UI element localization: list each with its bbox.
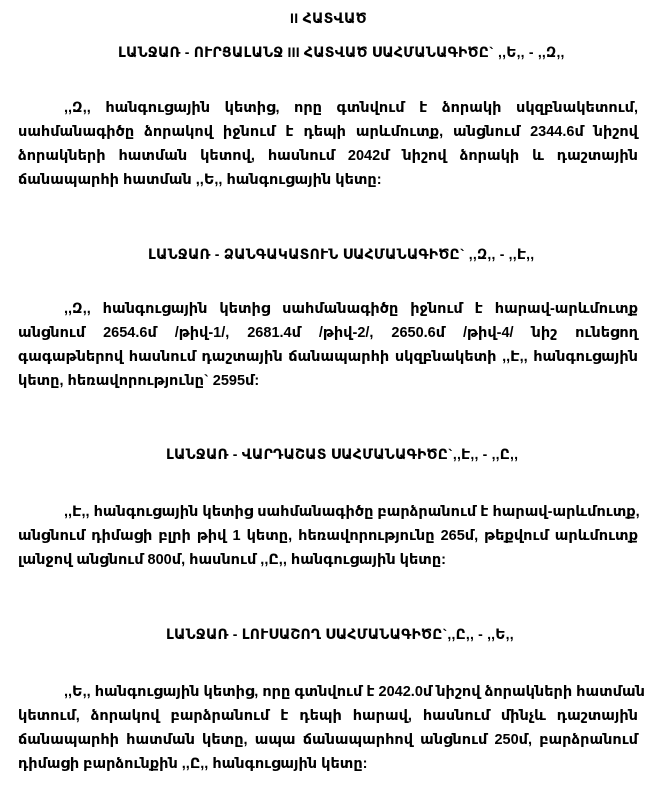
chapter-title: II ՀԱՏՎԱԾ — [290, 10, 367, 26]
section-heading-3: ԼԱՆՋԱՌ - ՎԱՐԴԱՇԱՏ ՍԱՀՄԱՆԱԳԻԾԸ`,,Է,, - ,,Ը,, — [166, 446, 519, 462]
paragraph-line: սահմանագիծը ձորակով իջնում է դեպի արևմուտք, անցնում 2344.6մ նիշով — [18, 124, 638, 140]
paragraph-line: կետը, հեռավորությունը` 2595մ: — [18, 373, 260, 389]
paragraph-line: դիմացի բարձունքին ,,Ը,, հանգուցային կետը: — [18, 756, 368, 772]
section-paragraph-1 — [18, 96, 638, 192]
section-paragraph-3 — [18, 500, 638, 572]
section-heading-1: ԼԱՆՋԱՌ - ՈՒՐՑԱԼԱՆՋ III ՀԱՏՎԱԾ ՍԱՀՄԱՆԱԳԻԾԸ` ,,Ե,, - ,,Զ,, — [118, 44, 565, 60]
paragraph-line: ճանապարհի հատման ,,Ե,, հանգուցային կետը: — [18, 172, 382, 188]
paragraph-line: ,,Զ,, հանգուցային կետից, որը գտնվում է ձորակի սկզբնակետում, — [64, 100, 638, 116]
section-heading-4: ԼԱՆՋԱՌ - ԼՈՒՍԱՇՈՂ ՍԱՀՄԱՆԱԳԻԾԸ`,,Ը,, - ,,Ե,, — [166, 626, 514, 642]
paragraph-line: ձորակների հատման կետով, հասնում 2042մ նիշով ձորակի և դաշտային — [18, 148, 638, 164]
paragraph-line: ,,Ե,, հանգուցային կետից, որը գտնվում է 2042.0մ նիշով ձորակների հատման — [64, 684, 645, 700]
paragraph-line: ,,Զ,, հանգուցային կետից սահմանագիծը իջնում է հարավ-արևմուտք — [64, 301, 638, 317]
paragraph-line: լանջով անցնում 800մ, հասնում ,,Ը,, հանգուցային կետը: — [18, 552, 446, 568]
paragraph-line: ճանապարհի հատման կետը, ապա ճանապարհով անցնում 250մ, բարձրանում — [18, 732, 638, 748]
section-paragraph-4 — [18, 680, 645, 776]
paragraph-line: գագաթներով հասնում դաշտային ճանապարհի սկզբնակետի ,,Է,, հանգուցային — [18, 349, 638, 365]
paragraph-line: անցնում դիմացի բլրի թիվ 1 կետը, հեռավորությունը 265մ, թեքվում արևմուտք — [18, 528, 638, 544]
section-paragraph-2 — [18, 297, 638, 393]
section-heading-2: ԼԱՆՋԱՌ - ՁԱՆԳԱԿԱՏՈՒՆ ՍԱՀՄԱՆԱԳԻԾԸ` ,,Զ,, - ,,Է,, — [148, 246, 535, 262]
paragraph-line: անցնում 2654.6մ /թիվ-1/, 2681.4մ /թիվ-2/, 2650.6մ /թիվ-4/ նիշ ունեցող — [18, 325, 638, 341]
paragraph-line: ,,Է,, հանգուցային կետից սահմանագիծը բարձրանում է հարավ-արևմուտք, — [64, 504, 640, 520]
paragraph-line: կետում, ձորակով բարձրանում է դեպի հարավ, հասնում մինչև դաշտային — [18, 708, 638, 724]
